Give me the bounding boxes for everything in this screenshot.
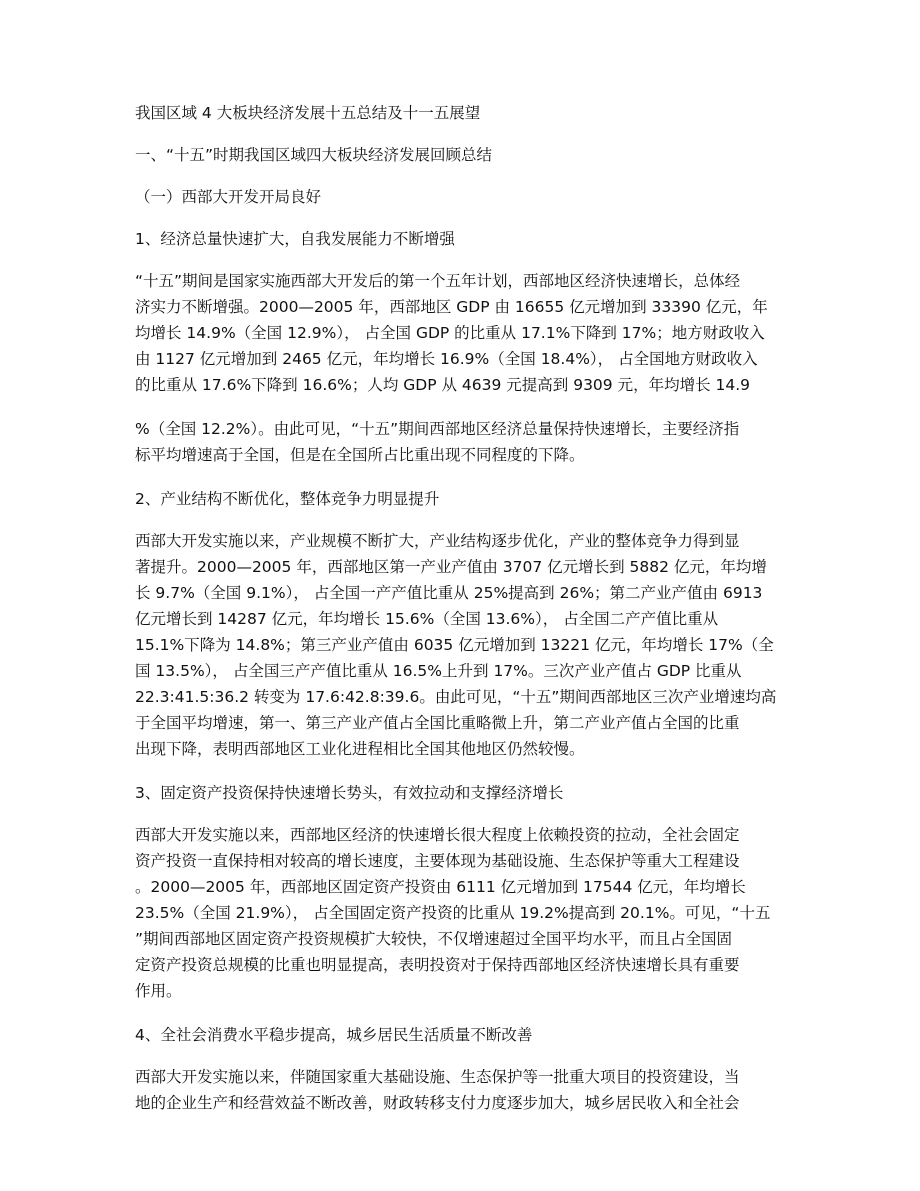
paragraph-line: 23.5%（全国 21.9%）， 占全国固定资产投资的比重从 19.2%提高到 20.1%。可见，“十五 <box>135 904 771 922</box>
paragraph-line: 地的企业生产和经营效益不断改善，财政转移支付力度逐步加大，城乡居民收入和全社会 <box>135 1094 740 1112</box>
document-title: 我国区域 4 大板块经济发展十五总结及十一五展望 <box>135 104 481 122</box>
item-2-heading: 2、产业结构不断优化，整体竞争力明显提升 <box>135 490 440 508</box>
paragraph-line: 出现下降，表明西部地区工业化进程相比全国其他地区仍然较慢。 <box>135 740 585 758</box>
paragraph-line: 长 9.7%（全国 9.1%）， 占全国一产产值比重从 25%提高到 26%；第二产业产值由 6913 <box>135 584 763 602</box>
paragraph-line: 济实力不断增强。2000—2005 年，西部地区 GDP 由 16655 亿元增加到 33390 亿元，年 <box>135 298 768 316</box>
paragraph-line: 由 1127 亿元增加到 2465 亿元，年均增长 16.9%（全国 18.4%）， 占全国地方财政收入 <box>135 350 758 368</box>
paragraph-line: ”期间西部地区固定资产投资规模扩大较快，不仅增速超过全国平均水平，而且占全国固 <box>135 930 733 948</box>
paragraph-line: 西部大开发实施以来，伴随国家重大基础设施、生态保护等一批重大项目的投资建设，当 <box>135 1068 740 1086</box>
paragraph-line: 于全国平均增速，第一、第三产业产值占全国比重略微上升，第二产业产值占全国的比重 <box>135 714 740 732</box>
paragraph-line: 。2000—2005 年，西部地区固定资产投资由 6111 亿元增加到 17544 亿元，年均增长 <box>135 878 746 896</box>
paragraph-line: 亿元增长到 14287 亿元，年均增长 15.6%（全国 13.6%）， 占全国二产产值比重从 <box>135 610 719 628</box>
section-heading: 一、“十五”时期我国区域四大板块经济发展回顾总结 <box>135 146 493 164</box>
paragraph-line: 标平均增速高于全国，但是在全国所占比重出现不同程度的下降。 <box>135 446 585 464</box>
item-4-heading: 4、全社会消费水平稳步提高，城乡居民生活质量不断改善 <box>135 1026 533 1044</box>
item-4-paragraph <box>135 1064 785 1116</box>
paragraph-line: 15.1%下降为 14.8%；第三产业产值由 6035 亿元增加到 13221 亿元，年均增长 17%（全 <box>135 636 774 654</box>
subsection-heading: （一）西部大开发开局良好 <box>135 188 322 206</box>
paragraph-line: 资产投资一直保持相对较高的增长速度，主要体现为基础设施、生态保护等重大工程建设 <box>135 852 740 870</box>
paragraph-line: 作用。 <box>135 982 182 1000</box>
paragraph-line: 著提升。2000—2005 年，西部地区第一产业产值由 3707 亿元增长到 5882 亿元，年均增 <box>135 558 767 576</box>
paragraph-line: %（全国 12.2%）。由此可见，“十五”期间西部地区经济总量保持快速增长，主要经济指 <box>135 420 740 438</box>
paragraph-line: 定资产投资总规模的比重也明显提高，表明投资对于保持西部地区经济快速增长具有重要 <box>135 956 740 974</box>
item-1-heading: 1、经济总量快速扩大，自我发展能力不断增强 <box>135 230 455 248</box>
item-1-paragraph-a <box>135 268 785 398</box>
paragraph-line: 西部大开发实施以来，产业规模不断扩大，产业结构逐步优化，产业的整体竞争力得到显 <box>135 532 740 550</box>
paragraph-line: 国 13.5%）， 占全国三产产值比重从 16.5%上升到 17%。三次产业产值占 GDP 比重从 <box>135 662 742 680</box>
item-3-heading: 3、固定资产投资保持快速增长势头，有效拉动和支撑经济增长 <box>135 784 564 802</box>
item-2-paragraph <box>135 528 785 762</box>
document-page <box>135 100 785 1134</box>
paragraph-line: 22.3:41.5:36.2 转变为 17.6:42.8:39.6。由此可见，“十五”期间西部地区三次产业增速均高 <box>135 688 777 706</box>
paragraph-line: “十五”期间是国家实施西部大开发后的第一个五年计划，西部地区经济快速增长，总体经 <box>135 272 741 290</box>
paragraph-line: 均增长 14.9%（全国 12.9%）， 占全国 GDP 的比重从 17.1%下降到 17%；地方财政收入 <box>135 324 765 342</box>
item-1-paragraph-b <box>135 416 785 468</box>
paragraph-line: 的比重从 17.6%下降到 16.6%；人均 GDP 从 4639 元提高到 9309 元，年均增长 14.9 <box>135 376 751 394</box>
paragraph-line: 西部大开发实施以来，西部地区经济的快速增长很大程度上依赖投资的拉动，全社会固定 <box>135 826 740 844</box>
item-3-paragraph <box>135 822 785 1004</box>
